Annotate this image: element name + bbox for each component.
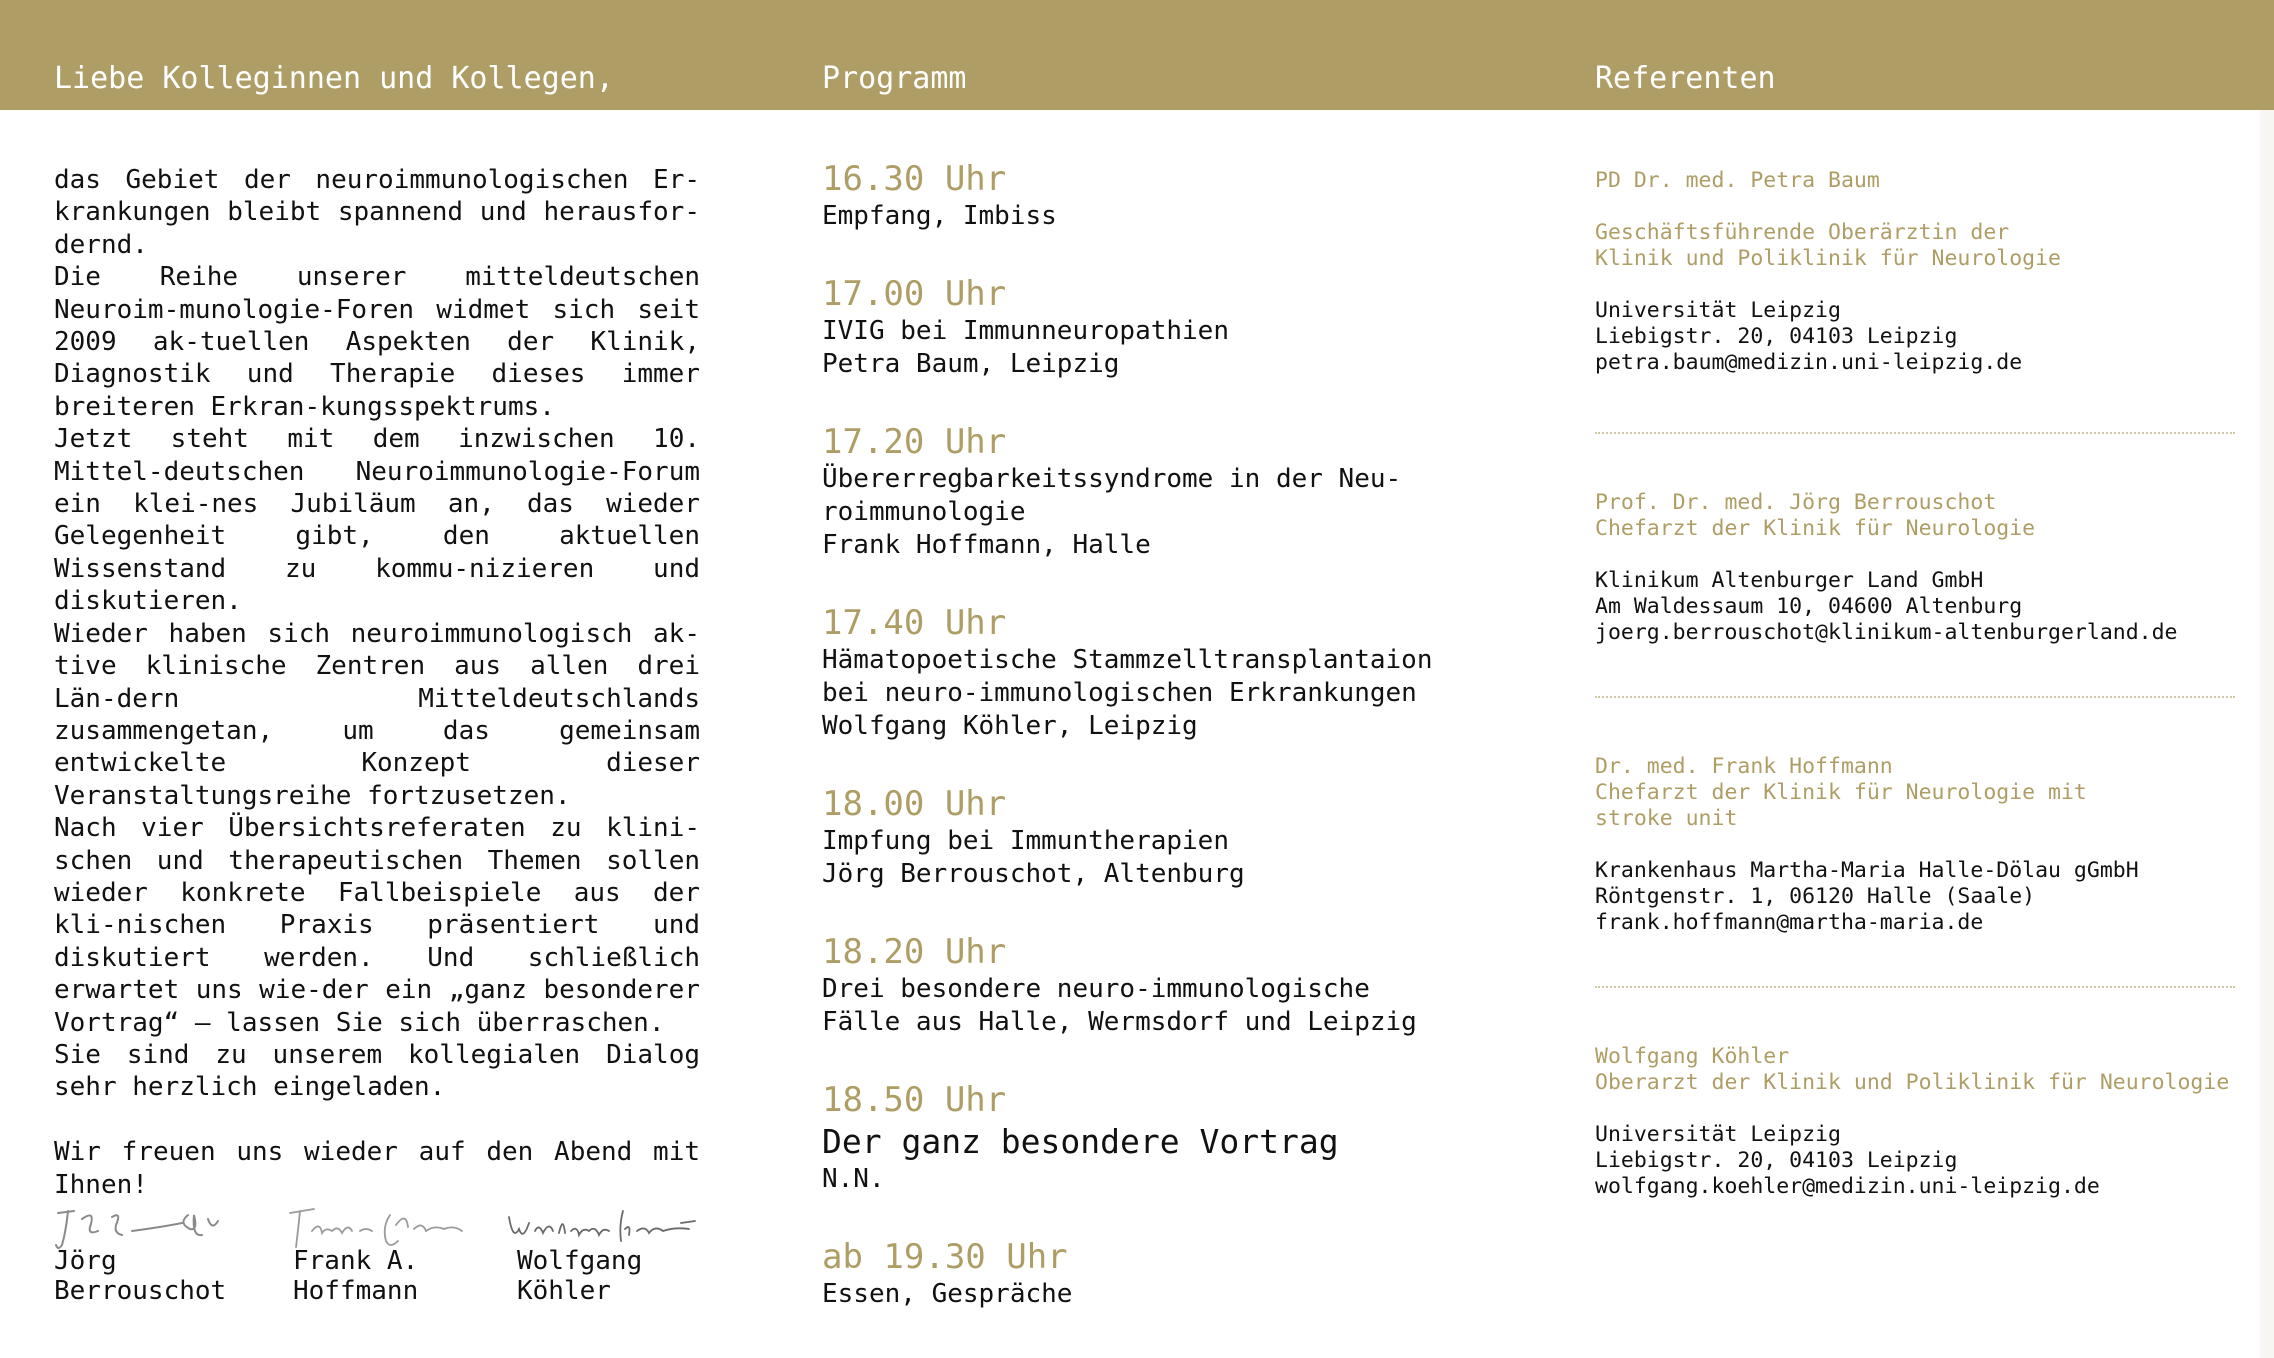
program-slot bbox=[822, 1079, 1502, 1196]
program-line: Übererregbarkeitssyndrome in der Neu- bbox=[822, 464, 1402, 494]
signer-berrouschot: Jörg Berrouschot bbox=[54, 1246, 227, 1306]
program-line: bei neuro-immunologischen Erkrankungen bbox=[822, 678, 1417, 708]
program-time: 18.00 Uhr bbox=[822, 784, 1007, 824]
speaker-name: PD Dr. med. Petra Baum bbox=[1595, 168, 1880, 193]
speaker-name: Wolfgang Köhler bbox=[1595, 1044, 1790, 1069]
speaker-divider bbox=[1595, 986, 2235, 988]
welcome-letter bbox=[54, 164, 700, 1201]
program-line: N.N. bbox=[822, 1164, 885, 1194]
header-band bbox=[0, 0, 2274, 110]
welcome-heading: Liebe Kolleginnen und Kollegen, bbox=[54, 61, 614, 96]
speaker-card bbox=[1595, 168, 2235, 376]
program-line: Wolfgang Köhler, Leipzig bbox=[822, 711, 1198, 741]
speaker-role: Chefarzt der Klinik für Neurologie mit bbox=[1595, 780, 2087, 805]
program-schedule bbox=[822, 158, 1502, 1351]
speakers-heading: Referenten bbox=[1595, 61, 1776, 96]
program-slot bbox=[822, 931, 1502, 1039]
signer-koehler: Wolfgang Köhler bbox=[517, 1246, 643, 1306]
speaker-spacer bbox=[1595, 542, 2235, 568]
speaker-address-line: Krankenhaus Martha-Maria Halle-Dölau gGmbH bbox=[1595, 858, 2139, 883]
program-time: ab 19.30 Uhr bbox=[822, 1237, 1068, 1277]
speaker-address-line: Universität Leipzig bbox=[1595, 1122, 1841, 1147]
signer-hoffmann: Frank A. Hoffmann bbox=[293, 1246, 419, 1306]
speaker-spacer bbox=[1595, 194, 2235, 220]
page-edge bbox=[2260, 110, 2274, 1358]
welcome-text bbox=[54, 164, 700, 1201]
program-time: 17.00 Uhr bbox=[822, 274, 1007, 314]
speaker-name: Prof. Dr. med. Jörg Berrouschot bbox=[1595, 490, 1997, 515]
speaker-role: stroke unit bbox=[1595, 806, 1738, 831]
program-line: Drei besondere neuro-immunologische bbox=[822, 974, 1370, 1004]
welcome-paragraph: Sie sind zu unserem kollegialen Dialog sehr herzlich eingeladen. bbox=[54, 1039, 700, 1103]
speaker-spacer bbox=[1595, 832, 2235, 858]
program-special-title: Der ganz besondere Vortrag bbox=[822, 1122, 1339, 1161]
program-line: Essen, Gespräche bbox=[822, 1279, 1073, 1309]
speaker-address-line: Universität Leipzig bbox=[1595, 298, 1841, 323]
speaker-address-line: Röntgenstr. 1, 06120 Halle (Saale) bbox=[1595, 884, 2036, 909]
program-time: 18.20 Uhr bbox=[822, 932, 1007, 972]
welcome-paragraph: Jetzt steht mit dem inzwischen 10. Mittel-deutschen Neuroimmunologie-Forum ein klei-nes Jubiläum an, das wieder Gelegenheit gibt, den aktuellen Wissenstand zu kommu-nizieren und diskutieren. bbox=[54, 424, 700, 617]
program-slot bbox=[822, 1236, 1502, 1311]
program-time: 16.30 Uhr bbox=[822, 159, 1007, 199]
speaker-divider bbox=[1595, 432, 2235, 434]
speaker-role: Oberarzt der Klinik und Poliklinik für Neurologie bbox=[1595, 1070, 2230, 1095]
program-time: 17.40 Uhr bbox=[822, 603, 1007, 643]
program-line: Hämatopoetische Stammzelltransplantaion bbox=[822, 645, 1433, 675]
welcome-paragraph: Nach vier Übersichtsreferaten zu klini-schen und therapeutischen Themen sollen wieder konkrete Fallbeispiele aus der kli-nischen Praxis präsentiert und diskutiert werden. Und schließlich erwartet uns wie-der ein „ganz besonderer Vortrag“ – lassen Sie sich überraschen. bbox=[54, 813, 700, 1038]
program-time: 17.20 Uhr bbox=[822, 422, 1007, 462]
speaker-list bbox=[1595, 168, 2235, 1200]
program-time: 18.50 Uhr bbox=[822, 1080, 1007, 1120]
program-slot bbox=[822, 158, 1502, 233]
speaker-role: Klinik und Poliklinik für Neurologie bbox=[1595, 246, 2061, 271]
speaker-address-line: joerg.berrouschot@klinikum-altenburgerland.de bbox=[1595, 620, 2178, 645]
program-slot bbox=[822, 783, 1502, 891]
program-slot bbox=[822, 273, 1502, 381]
speaker-address-line: Am Waldessaum 10, 04600 Altenburg bbox=[1595, 594, 2023, 619]
welcome-paragraph: das Gebiet der neuroimmunologischen Er-krankungen bleibt spannend und herausfor-dernd. bbox=[54, 165, 700, 260]
program-line: Impfung bei Immuntherapien bbox=[822, 826, 1229, 856]
welcome-paragraph: Wieder haben sich neuroimmunologisch ak-tive klinische Zentren aus allen drei Län-dern Mitteldeutschlands zusammengetan, um das gemeinsam entwickelte Konzept dieser Veranstaltungsreihe fortzusetzen. bbox=[54, 618, 700, 811]
speaker-card bbox=[1595, 754, 2235, 936]
speaker-address-line: Liebigstr. 20, 04103 Leipzig bbox=[1595, 1148, 1958, 1173]
speaker-address-line: petra.baum@medizin.uni-leipzig.de bbox=[1595, 350, 2023, 375]
program-line: Frank Hoffmann, Halle bbox=[822, 530, 1151, 560]
welcome-paragraph: Die Reihe unserer mitteldeutschen Neuroim-munologie-Foren widmet sich seit 2009 ak-tuellen Aspekten der Klinik, Diagnostik und Therapie dieses immer breiteren Erkran-kungsspektrums. bbox=[54, 262, 700, 422]
program-line: Jörg Berrouschot, Altenburg bbox=[822, 859, 1245, 889]
program-line: Petra Baum, Leipzig bbox=[822, 349, 1120, 379]
program-heading: Programm bbox=[822, 61, 967, 96]
speaker-spacer bbox=[1595, 1096, 2235, 1122]
speaker-spacer bbox=[1595, 272, 2235, 298]
speaker-role: Chefarzt der Klinik für Neurologie bbox=[1595, 516, 2036, 541]
program-line: Empfang, Imbiss bbox=[822, 201, 1057, 231]
speaker-card bbox=[1595, 1044, 2235, 1200]
speaker-divider bbox=[1595, 696, 2235, 698]
speaker-card bbox=[1595, 490, 2235, 646]
program-line: roimmunologie bbox=[822, 497, 1026, 527]
speaker-role: Geschäftsführende Oberärztin der bbox=[1595, 220, 2010, 245]
welcome-paragraph: Wir freuen uns wieder auf den Abend mit Ihnen! bbox=[54, 1137, 700, 1200]
program-slot bbox=[822, 421, 1502, 562]
speaker-address-line: Liebigstr. 20, 04103 Leipzig bbox=[1595, 324, 1958, 349]
speaker-address-line: frank.hoffmann@martha-maria.de bbox=[1595, 910, 1984, 935]
speaker-name: Dr. med. Frank Hoffmann bbox=[1595, 754, 1893, 779]
program-line: Fälle aus Halle, Wermsdorf und Leipzig bbox=[822, 1007, 1417, 1037]
program-slot bbox=[822, 602, 1502, 743]
speaker-address-line: Klinikum Altenburger Land GmbH bbox=[1595, 568, 1984, 593]
program-line: IVIG bei Immunneuropathien bbox=[822, 316, 1229, 346]
speaker-address-line: wolfgang.koehler@medizin.uni-leipzig.de bbox=[1595, 1174, 2100, 1199]
